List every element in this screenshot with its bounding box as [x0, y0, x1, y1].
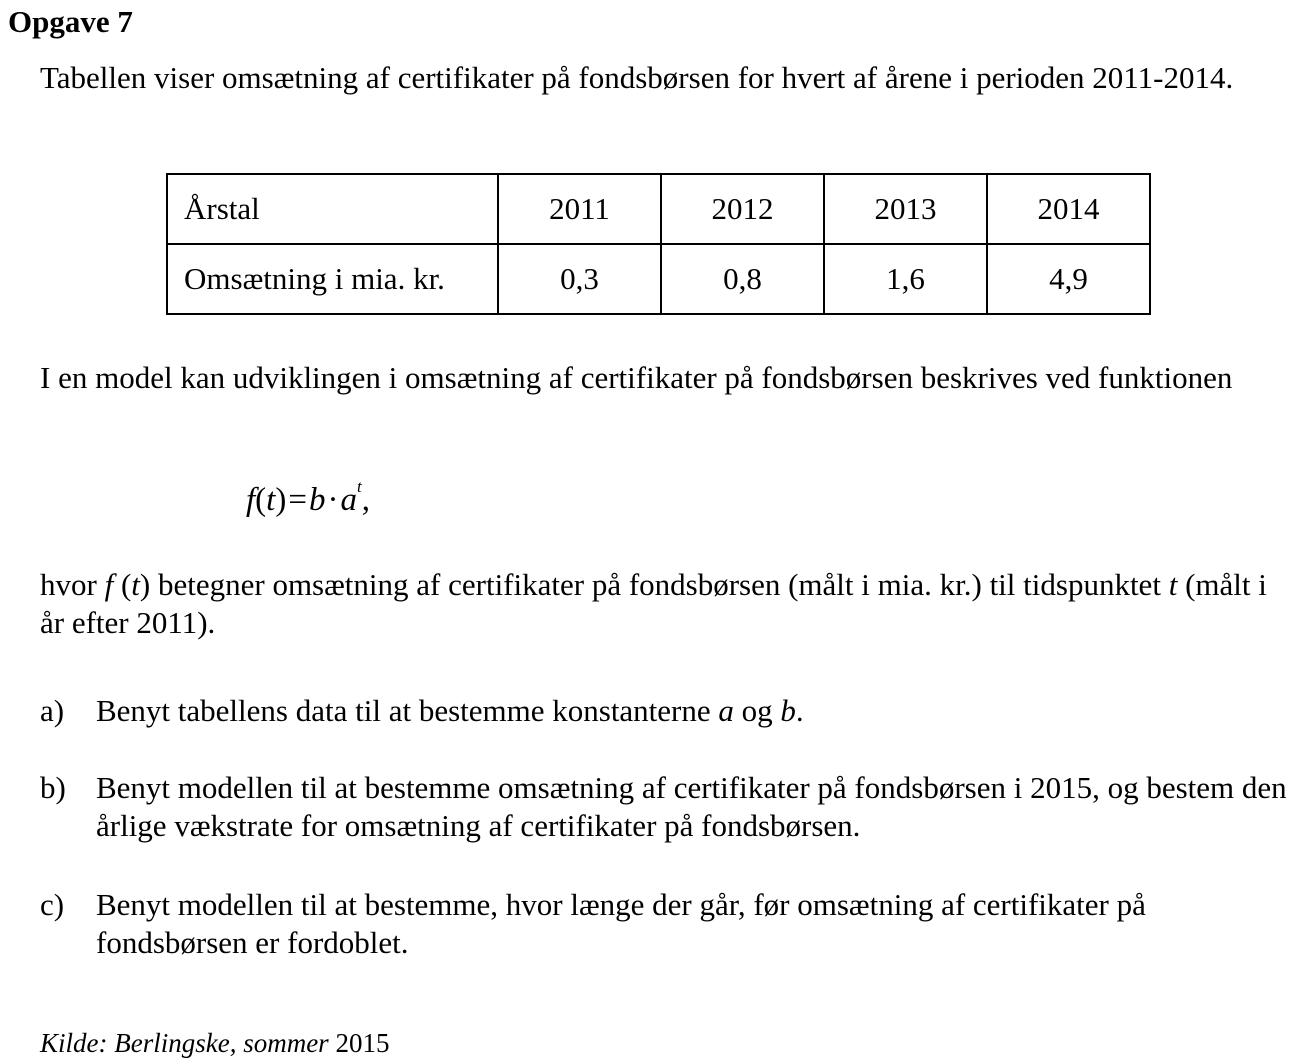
definition-f: f [104, 567, 114, 602]
definition-post: (målt i år efter 2011). [40, 567, 1267, 640]
task-title: Opgave 7 [8, 4, 133, 39]
definition-mid: betegner omsætning af certifikater på fondsbørsen (målt i mia. kr.) til tidspunktet [150, 567, 1169, 602]
table-cell-year: 2011 [498, 174, 661, 244]
source-italic: Kilde: Berlingske, sommer [40, 1028, 329, 1058]
question-a-var-b: b [780, 693, 796, 728]
table-cell-turnover: 4,9 [987, 244, 1150, 314]
definition-arg-open: ( [113, 567, 132, 602]
question-b-label: b) [40, 770, 66, 805]
question-a-mid: og [733, 693, 781, 728]
definition-t2: t [1168, 567, 1178, 602]
data-table [166, 173, 1151, 315]
formula-t: t [266, 482, 276, 518]
definition-paragraph [40, 566, 1290, 642]
table-row-turnover [167, 244, 1150, 314]
table-cell-turnover: 1,6 [824, 244, 987, 314]
table-cell-year: 2014 [987, 174, 1150, 244]
formula-exponent: t [356, 477, 362, 496]
question-a-post: . [795, 693, 804, 728]
model-paragraph: I en model kan udviklingen i omsætning af certifikater på fondsbørsen beskrives ved funktionen [40, 360, 1233, 395]
table-cell-year: 2013 [824, 174, 987, 244]
question-a-label: a) [40, 693, 65, 728]
question-c-text: Benyt modellen til at bestemme, hvor længe der går, før omsætning af certifikater på fondsbørsen er fordoblet. [96, 887, 1146, 960]
table-cell-turnover: 0,3 [498, 244, 661, 314]
question-a-pre: Benyt tabellens data til at bestemme konstanterne [96, 693, 719, 728]
question-c-label: c) [40, 887, 65, 922]
question-b-text: Benyt modellen til at bestemme omsætning af certifikater på fondsbørsen i 2015, og bestem den årlige vækstrate for omsætning af certifikater på fondsbørsen. [96, 770, 1287, 843]
formula-f: f [246, 482, 256, 518]
model-formula [246, 478, 370, 522]
question-b [40, 769, 1290, 845]
formula-dot: · [327, 482, 339, 518]
formula-equals: = [288, 482, 307, 518]
question-a [40, 692, 1290, 730]
formula-lparen: ( [255, 482, 267, 518]
intro-paragraph: Tabellen viser omsætning af certifikater på fondsbørsen for hvert af årene i perioden 2011-2014. [40, 60, 1234, 95]
table-row-years [167, 174, 1150, 244]
table-cell-year: 2012 [661, 174, 824, 244]
formula-a: a [340, 482, 357, 518]
formula-b: b [308, 482, 326, 518]
source-year: 2015 [335, 1028, 390, 1058]
question-a-var-a: a [718, 693, 734, 728]
source-note [40, 1026, 389, 1060]
table-cell-turnover: 0,8 [661, 244, 824, 314]
definition-t: t [131, 567, 140, 602]
definition-pre: hvor [40, 567, 105, 602]
formula-rparen: ) [275, 482, 287, 518]
table-header-turnover-label: Omsætning i mia. kr. [167, 244, 498, 314]
question-a-text [96, 692, 1290, 730]
formula-comma: , [361, 482, 370, 518]
table-header-year-label: Årstal [167, 174, 498, 244]
definition-arg-close: ) [139, 567, 151, 602]
question-c [40, 886, 1290, 962]
